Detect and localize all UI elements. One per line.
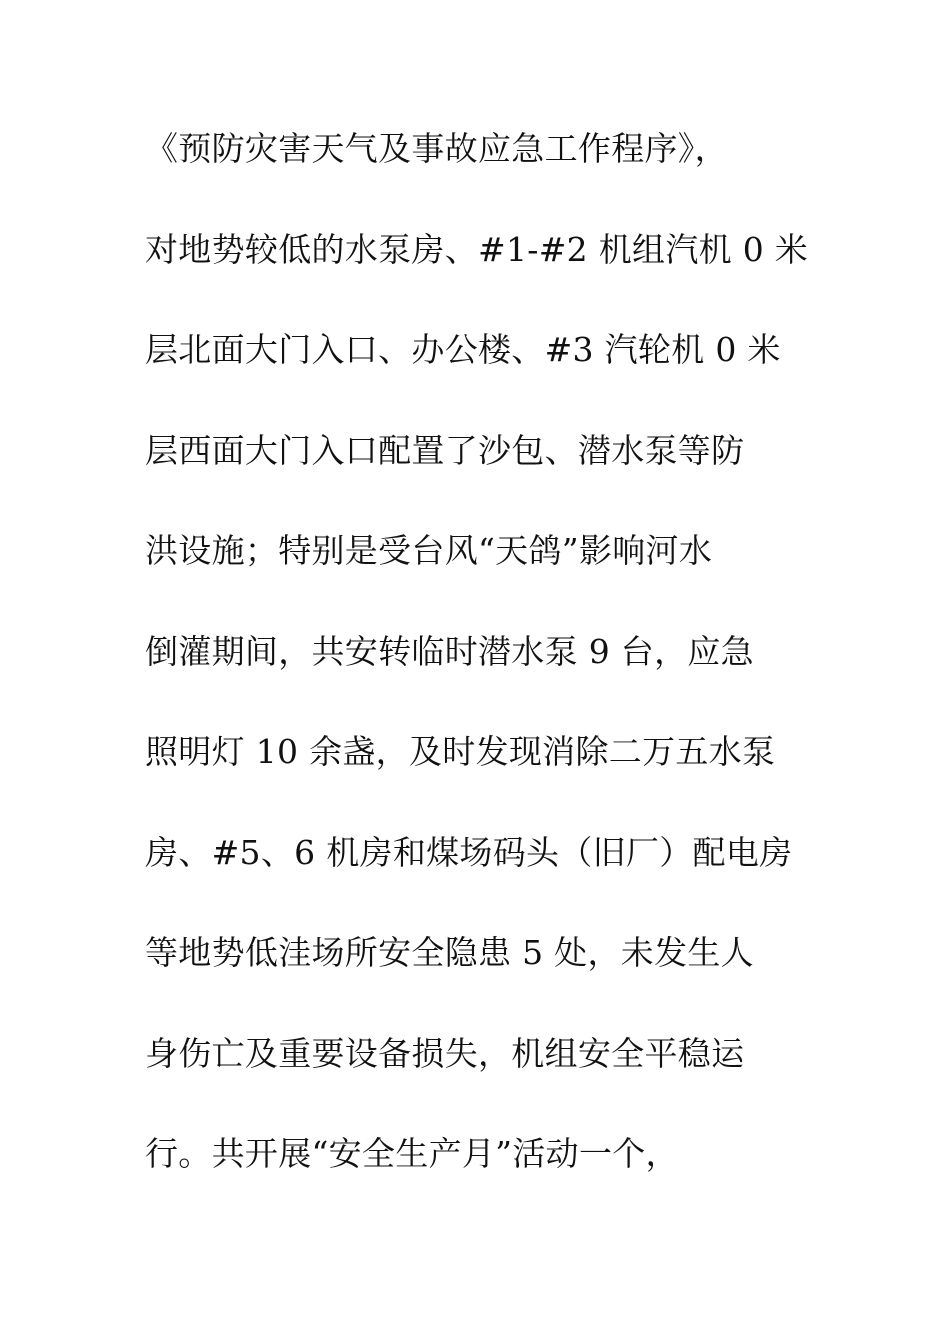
text-line: 对地势较低的水泵房、#1-#2 机组汽机 0 米	[145, 229, 809, 269]
text-line: 照明灯 10 余盏，及时发现消除二万五水泵	[145, 732, 776, 771]
text-line: 倒灌期间，共安转临时潜水泵 9 台，应急	[145, 631, 754, 671]
text-line: 层北面大门入口、办公楼、#3 汽轮机 0 米	[145, 330, 781, 369]
text-line: 层西面大门入口配置了沙包、潜水泵等防	[145, 430, 745, 470]
text-line: 身伤亡及重要设备损失，机组安全平稳运	[145, 1033, 745, 1073]
text-line: 行。共开展“安全生产月”活动一个，	[145, 1134, 679, 1173]
text-line: 洪设施；特别是受台风“天鸽”影响河水	[145, 531, 713, 570]
body-text	[145, 123, 825, 1229]
text-line: 房、#5、6 机房和煤场码头（旧厂）配电房	[145, 832, 793, 872]
text-line: 等地势低洼场所安全隐患 5 处，未发生人	[145, 933, 754, 972]
text-line: 《预防灾害天气及事故应急工作程序》，	[145, 129, 728, 168]
